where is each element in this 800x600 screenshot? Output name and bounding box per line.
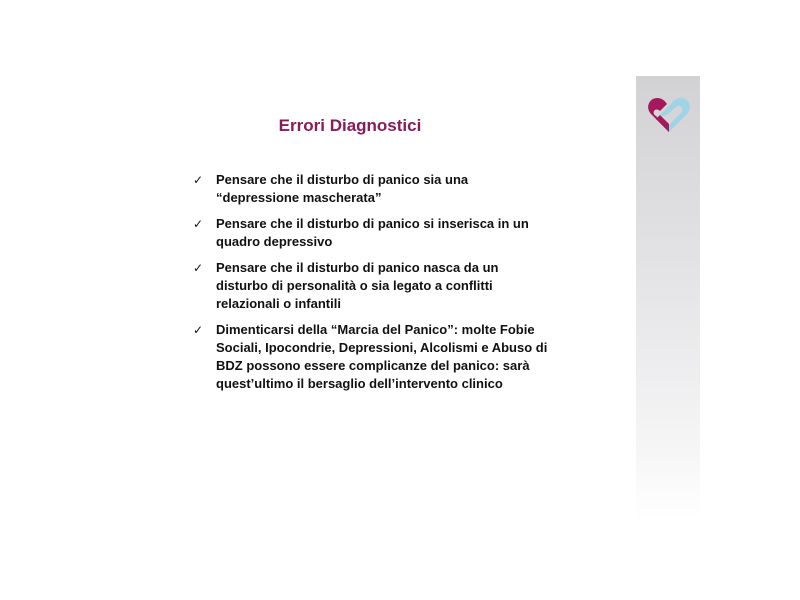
bullet-item <box>193 171 553 207</box>
bullet-text: Pensare che il disturbo di panico nasca da un disturbo di personalità o sia legato a conflitti relazionali o infantili <box>216 260 499 311</box>
bullet-item <box>193 259 553 313</box>
slide-title: Errori Diagnostici <box>278 116 422 135</box>
bullet-text: Pensare che il disturbo di panico sia una “depressione mascherata” <box>216 172 469 205</box>
heart-logo-icon <box>646 95 692 135</box>
bullet-item <box>193 321 553 393</box>
checkmark-icon: ✓ <box>193 261 204 275</box>
checkmark-icon: ✓ <box>193 217 204 231</box>
bullet-item <box>193 215 553 251</box>
checkmark-icon: ✓ <box>193 173 204 187</box>
checkmark-icon: ✓ <box>193 323 204 337</box>
bullet-text: Pensare che il disturbo di panico si inserisca in un quadro depressivo <box>216 216 529 249</box>
bullet-text: Dimenticarsi della “Marcia del Panico”: molte Fobie Sociali, Ipocondrie, Depressioni, Alcolismi e Abuso di BDZ possono essere complicanze del panico: sarà quest’ultimo il bersaglio dell’intervento clinico <box>216 322 548 391</box>
bullet-list <box>193 171 553 401</box>
side-decor-band <box>636 76 700 520</box>
